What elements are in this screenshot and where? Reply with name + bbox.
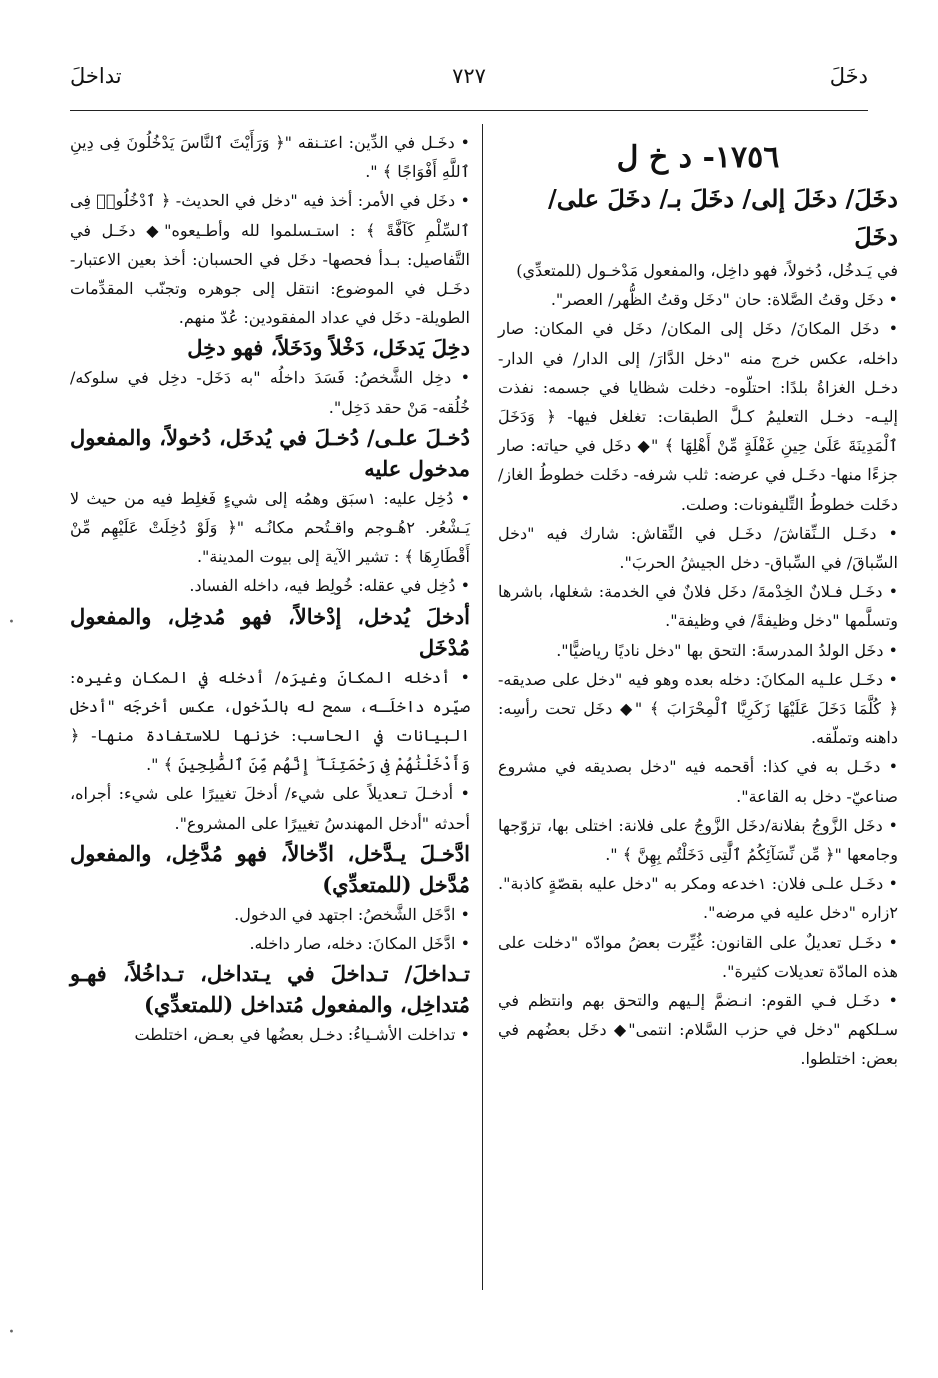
sense: • دُخِل عليه: ١سبَق وهمُه إلى شيءٍ فَغلِط فيه من حيث لا يَـشْعُر. ٢هُـوجم واقـتُحم مكانُـه "﴿ وَلَوْ دُخِلَتْ عَلَيْهِم مِّنْ أَقْطَارِهَا ﴾ : تشير الآية إلى بيوت المدينة". [70,488,470,567]
sense: • دخَل في الأمر: أخذ فيه "دخل في الحديث- ﴿ ٱدْخُلُوا۟ فِى ٱلسِّلْمِ كَآفَّةً ﴾ : استـسلموا لله وأطـيعوه"◆ دخَـل في التَّفاصيل: بـدأ فحصها- دخَل في الحسبان: أخذ بعين الاعتبار- دخَـل في الموضوع: انتقل إلى جوهره وتجنّب المقدِّمات الطويلة- دخَل في عداد المفقودين: عُدّ منهم. [70,191,470,328]
header-guide-word-left: تداخلَ [70,64,122,88]
scan-speck: · [8,1320,15,1345]
header-guide-word-right: دخَلَ [829,64,868,88]
headword: دُخـلَ علـى/ دُخـلَ في يُدخَل، دُخولاً، والمفعول مدخول عليه [70,424,470,481]
sense: • ادَّخَل المكانَ: دخله، صار داخله. [249,934,470,954]
headword: ادَّخـلَ يـدَّخل، ادِّخالاً، فهو مُدَّخِل، والمفعول مُدَّخل (للمتعدِّي) [70,840,470,897]
sense: • تداخلت الأشـياءُ: دخـل بعضُها في بعـض، اختلطت [134,1025,470,1045]
sense: • أدخـلَ تـعديلاً على شيء/ أدخلَ تغييرًا على شيء: أجراه، أحدثه "أدخل المهندسُ تغييرًا على المشروع". [70,784,470,833]
sense: • دخَل الزَّوجُ بفلانة/دخَل الزَّوجُ على فلانة: اختلى بها، تزوّجها وجامعها "﴿ مِّن نِّسَآئِكُمُ ٱلَّٰتِى دَخَلْتُم بِهِنَّ ﴾ ". [498,815,898,865]
sense: • دخَـل تعديلٌ على القانون: غُيِّرت بعضُ موادّه "دخلت على هذه المادّة تعديلات كثيرة". [498,932,898,981]
headword: أدخلَ يُدخل، إدْخالاً، فهو مُدخِل، والمفعول مُدْخَل [70,603,470,660]
sense: • دخَل الولدُ المدرسةَ: التحق بها "دخل ناديًا رياضيًّا". [556,640,898,660]
scan-speck: · [8,610,15,635]
sense: • أدخله المكانَ وغيرَه/ أدخله في المكان وغيره: صيّره داخلَـه، سمح له بالدّخول، عكس أخرجَه "أدخل البيانات في الحاسب: خزنها للاستفادة منها- ﴿ وَأَدْخَلْنَٰهُمْ فِى رَحْمَتِنَآ ۖ إِنَّهُم مِّنَ ٱلصَّٰلِحِينَ ﴾ ". [70,667,470,775]
sense: • دخَل وقتُ الصَّلاة: حان "دخَل وقتُ الظُّهر/ العصر". [550,290,898,310]
sense: • دخَـل فـلانٌ الخِدْمةَ/ دخَل فلانٌ في الخدمة: شغلها، باشرها وتسلَّمها "دخل وظيفةً/ في وظيفة". [498,582,898,631]
entry-intro: في يَـدخُل، دُخولاً، فهو داخِل، والمفعول مَدْخـول (للمتعدِّي) [516,261,898,280]
sense: • دخَـل الـنِّقاشَ/ دخَـل في النِّقاش: شارك فيه "دخل السِّباقَ/ في السِّباق- دخل الجيشُ الحربَ". [498,523,898,573]
sense: • دخَـل علـيه المكانَ: دخله بعده وهو فيه "دخل على صديقه- ﴿ كُلَّمَا دَخَلَ عَلَيْهَا زَكَرِيَّا ٱلْمِحْرَابَ ﴾ "◆ دخَل تحت رأسِه: داهنه وتملّقه. [498,669,898,748]
headword: تـداخلَ/ تـداخلَ في يـتداخل، تـداخُلاً، فهـو مُتداخِل، والمفعول مُتداخل (للمتعدِّي) [70,961,470,1018]
page-header [70,64,868,104]
sense: • دخَـل علـى فلان: ١خدعه ومكر به "دخل عليه بقصّةٍ كاذبة". ٢زاره "دخل عليه في مرضه". [498,874,898,923]
entry-number: ١٧٥٦- د خ ل [616,140,780,175]
sense: • دخِل الشَّخصُ: فَسَدَ داخلُه "به دَخَل- دخِل في سلوكه/ خُلُقه- مَنْ حقد دَخِل". [70,368,470,417]
sense: • ادَّخَل الشَّخصُ: اجتهد في الدخول. [234,904,470,924]
sense: • دُخِل في عقله: خُولِط فيه، داخله الفساد. [189,576,470,596]
sense: • دخَـل به في كذا: أقحمه فيه "دخل بصديقه في مشروع صناعيّ- دخل به القاعة". [498,757,899,806]
header-rule [70,110,868,111]
page-number: ٧٢٧ [452,64,486,88]
headword: دخِلَ يَدخَل، دَخْلاً ودَخَلاً، فهو دخِل [187,335,470,361]
sense: • دخَـل في الدِّين: اعتـنقه "﴿ وَرَأَيْتَ ٱلنَّاسَ يَدْخُلُونَ فِى دِينِ ٱللَّهِ أَفْوَاجًا ﴾ ". [70,133,470,182]
sense: • دخَـل فـي القوم: انـضمَّ إلـيهم والتحق بهم وانتظم في سـلكهم "دخل في حزب السَّلام: انتمى"◆ دخَل بعضُهم في بعض: اختلطوا. [498,991,898,1069]
sense: • دخَل المكانَ/ دخَل إلى المكان/ دخَل في المكان: صار داخله، عكس خرج منه "دخل الدَّارَ/ إلى الدار/ في الدار- دخـل الغزاةُ بلدًا: احتلّوه- دخلت شظايا في جسمه: نفذت إليـه- دخـل التعليمُ كـلَّ الطبقات: تغلغل فيها- ﴿ وَدَخَلَ ٱلْمَدِينَةَ عَلَىٰ حِينِ غَفْلَةٍ مِّنْ أَهْلِهَا ﴾ "◆ دخَل في حياته: صار جزءًا منها- دخَـل في عرضه: ثلب شرفه- دخَلت خطوطُ الغاز/ دخَلت خطوطُ التِّليفونات: وصلت. [498,319,898,514]
column-divider [482,124,483,1290]
right-column [498,128,898,1074]
left-column [70,128,470,1049]
headword: دخَلَ/ دخَلَ إلى/ دخَلَ بـ/ دخَلَ على/ دخَلَ [548,184,898,251]
